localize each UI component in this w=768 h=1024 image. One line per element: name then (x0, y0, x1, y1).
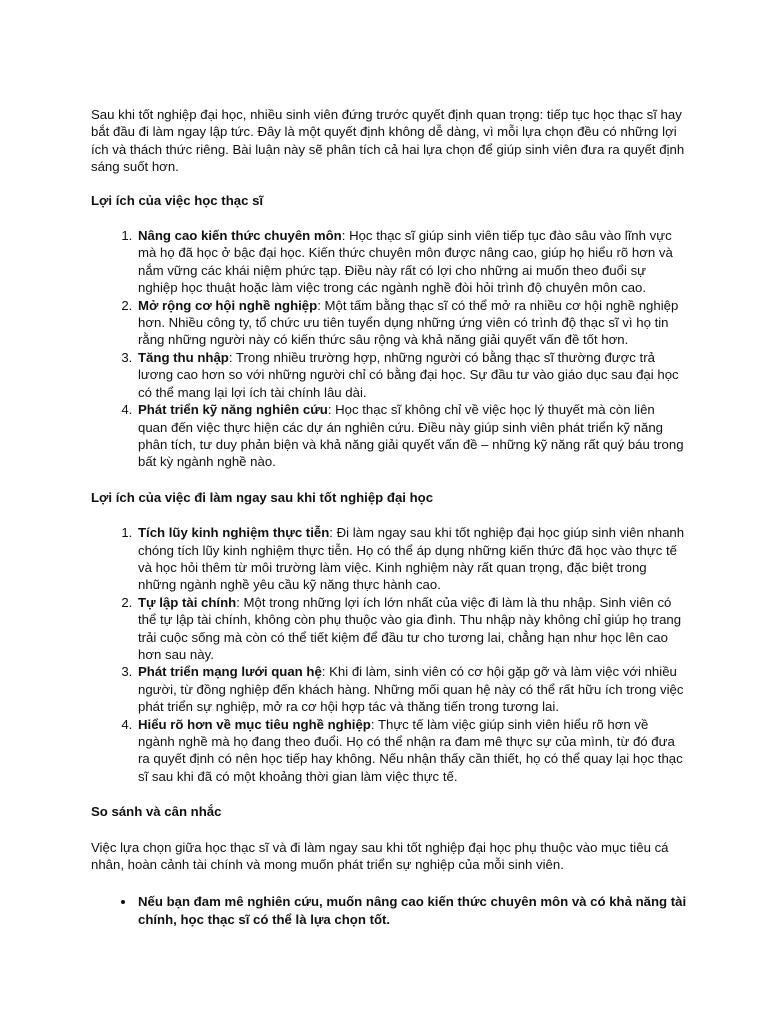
list-item (136, 297, 687, 349)
bullet-item: • Nếu bạn đam mê nghiên cứu, muốn nâng cao kiến thức chuyên môn và có khả năng tài chính, học thạc sĩ có thể là lựa chọn tốt. (136, 893, 687, 928)
document-body (91, 106, 687, 928)
list-item-term: Tăng thu nhập (138, 349, 229, 365)
list-item-term: Hiểu rõ hơn về mục tiêu nghề nghiệp (138, 716, 371, 732)
compare-bullet-list (91, 893, 687, 928)
list-item (136, 663, 687, 715)
list-item (136, 594, 687, 664)
list-item-text: : Thực tế làm việc giúp sinh viên hiểu rõ hơn về ngành nghề mà họ đang theo đuổi. Họ có thể nhận ra đam mê thực sự của mình, từ đó đưa ra quyết định có nên học tiếp hay không. Nếu nhận thấy cần thiết, họ có thể quay lại học thạc sĩ sau khi đã có một khoảng thời gian làm việc thực tế. (138, 716, 683, 784)
list-item-text: : Học thạc sĩ không chỉ về việc học lý thuyết mà còn liên quan đến việc thực hiện các dự án nghiên cứu. Điều này giúp sinh viên phát triển kỹ năng phân tích, tư duy phản biện và khả năng giải quyết vấn đề – những kỹ năng rất quý báu trong bất kỳ ngành nghề nào. (138, 402, 684, 470)
list-item-text: : Trong nhiều trường hợp, những người có bằng thạc sĩ thường được trả lương cao hơn so với những người chỉ có bằng đại học. Sự đầu tư vào giáo dục sau đại học có thể mang lại lợi ích tài chính lâu dài. (138, 349, 679, 400)
intro-paragraph: Sau khi tốt nghiệp đại học, nhiều sinh viên đứng trước quyết định quan trọng: tiếp tục học thạc sĩ hay bắt đầu đi làm ngay lập tức. Đây là một quyết định không dễ dàng, vì mỗi lựa chọn đều có những lợi ích và thách thức riêng. Bài luận này sẽ phân tích cả hai lựa chọn để giúp sinh viên đưa ra quyết định sáng suốt hơn. (91, 107, 685, 175)
list-item (136, 524, 687, 594)
section-heading-masters-benefits: Lợi ích của việc học thạc sĩ (91, 192, 264, 208)
list-item-term: Nâng cao kiến thức chuyên môn (138, 228, 342, 244)
list-item-term: Tự lập tài chính (138, 594, 237, 610)
list-item-text: : Học thạc sĩ giúp sinh viên tiếp tục đào sâu vào lĩnh vực mà họ đã học ở bậc đại học. Kiến thức chuyên môn được nâng cao, giúp họ hiểu rõ hơn và nắm vững các khái niệm phức tạp. Điều này rất có lợi cho những ai muốn theo đuổi sự nghiệp học thuật hoặc làm việc trong các ngành nghề đòi hỏi trình độ chuyên môn cao. (138, 228, 673, 296)
work-benefits-list (91, 524, 687, 785)
list-item-text: : Đi làm ngay sau khi tốt nghiệp đại học giúp sinh viên nhanh chóng tích lũy kinh nghiệm thực tiễn. Họ có thể áp dụng những kiến thức đã học vào thực tế và học hỏi thêm từ môi trường làm việc. Kinh nghiệm này rất quan trọng, đặc biệt trong những ngành nghề yêu cầu kỹ năng thực hành cao. (138, 525, 685, 593)
list-item (136, 401, 687, 471)
list-item-term: Tích lũy kinh nghiệm thực tiễn (138, 525, 330, 541)
list-item-text: : Một tấm bằng thạc sĩ có thể mở ra nhiều cơ hội nghề nghiệp hơn. Nhiều công ty, tổ chức ưu tiên tuyển dụng những ứng viên có trình độ thạc sĩ vì họ tin rằng những người này có kiến thức sâu rộng và khả năng giải quyết vấn đề tốt hơn. (138, 297, 679, 348)
section-heading-work-benefits: Lợi ích của việc đi làm ngay sau khi tốt nghiệp đại học (91, 489, 434, 505)
list-item-text: : Một trong những lợi ích lớn nhất của việc đi làm là thu nhập. Sinh viên có thể tự lập tài chính, không còn phụ thuộc vào gia đình. Thu nhập này không chỉ giúp họ trang trải cuộc sống mà còn có thể tiết kiệm để đầu tư cho tương lai, chẳng hạn như học lên cao hơn sau này. (138, 594, 682, 662)
list-item-term: Phát triển mạng lưới quan hệ (138, 664, 322, 680)
section-heading-compare: So sánh và cân nhắc (91, 804, 222, 820)
list-item (136, 716, 687, 786)
list-item-text: : Khi đi làm, sinh viên có cơ hội gặp gỡ và làm việc với nhiều người, từ đồng nghiệp đến khách hàng. Những mối quan hệ này có thể rất hữu ích trong việc phát triển sự nghiệp, mở ra cơ hội hợp tác và thăng tiến trong tương lai. (138, 664, 684, 715)
masters-benefits-list (91, 227, 687, 471)
list-item-term: Mở rộng cơ hội nghề nghiệp (138, 297, 318, 313)
list-item (136, 349, 687, 401)
list-item (136, 227, 687, 297)
list-item-term: Phát triển kỹ năng nghiên cứu (138, 402, 328, 418)
compare-paragraph: Việc lựa chọn giữa học thạc sĩ và đi làm ngay sau khi tốt nghiệp đại học phụ thuộc vào mục tiêu cá nhân, hoàn cảnh tài chính và mong muốn phát triển sự nghiệp của mỗi sinh viên. (91, 839, 669, 873)
